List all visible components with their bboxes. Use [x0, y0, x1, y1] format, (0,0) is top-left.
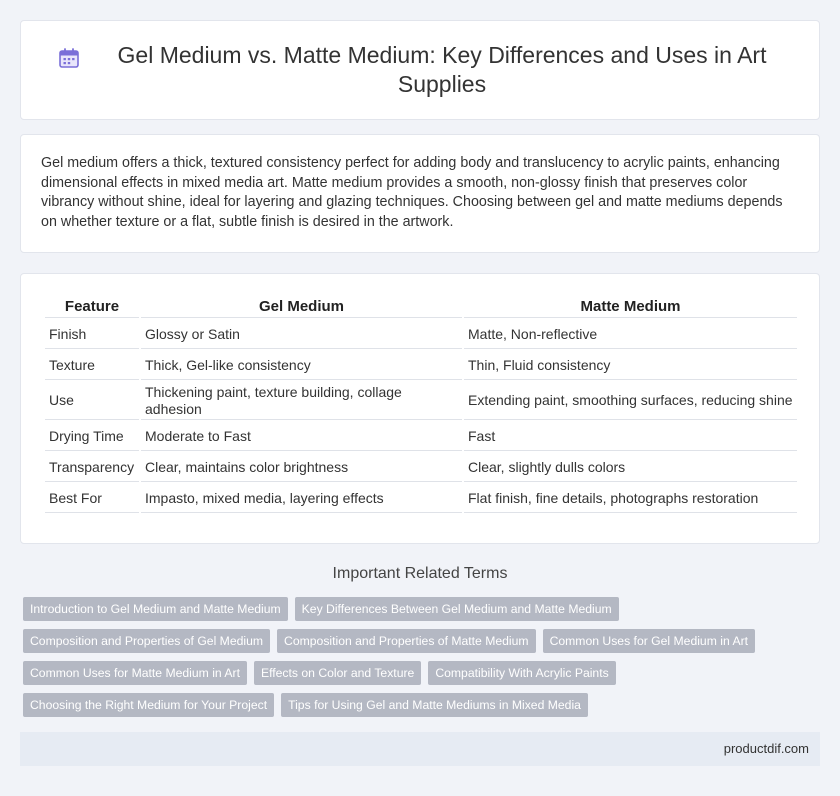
table-row	[45, 453, 797, 482]
table-cell: Drying Time	[45, 422, 139, 451]
table-row	[45, 422, 797, 451]
tag-row	[23, 629, 823, 653]
header-card	[20, 20, 820, 120]
related-terms-list	[23, 597, 823, 725]
table-cell: Thickening paint, texture building, collage adhesion	[141, 382, 462, 420]
table-cell: Matte, Non-reflective	[464, 320, 797, 349]
comparison-table	[43, 294, 799, 515]
related-term-link[interactable]: Key Differences Between Gel Medium and Matte Medium	[295, 597, 619, 621]
table-cell: Moderate to Fast	[141, 422, 462, 451]
footer-site[interactable]: productdif.com	[723, 741, 809, 756]
intro-card	[20, 134, 820, 253]
table-cell: Use	[45, 382, 139, 420]
related-term-link[interactable]: Compatibility With Acrylic Paints	[428, 661, 615, 685]
related-term-link[interactable]: Choosing the Right Medium for Your Project	[23, 693, 274, 717]
table-cell: Finish	[45, 320, 139, 349]
related-term-link[interactable]: Common Uses for Matte Medium in Art	[23, 661, 247, 685]
table-cell: Extending paint, smoothing surfaces, reducing shine	[464, 382, 797, 420]
table-cell: Thin, Fluid consistency	[464, 351, 797, 380]
table-row	[45, 320, 797, 349]
table-row	[45, 351, 797, 380]
column-header: Matte Medium	[464, 296, 797, 318]
column-header: Feature	[45, 296, 139, 318]
related-term-link[interactable]: Introduction to Gel Medium and Matte Medium	[23, 597, 288, 621]
related-term-link[interactable]: Effects on Color and Texture	[254, 661, 421, 685]
page-title: Gel Medium vs. Matte Medium: Key Differences and Uses in Art Supplies	[117, 42, 767, 97]
related-term-link[interactable]: Composition and Properties of Matte Medium	[277, 629, 536, 653]
table-cell: Glossy or Satin	[141, 320, 462, 349]
table-cell: Thick, Gel-like consistency	[141, 351, 462, 380]
tag-row	[23, 693, 823, 717]
table-cell: Clear, maintains color brightness	[141, 453, 462, 482]
table-cell: Impasto, mixed media, layering effects	[141, 484, 462, 513]
related-terms-title: Important Related Terms	[332, 565, 508, 582]
footer	[20, 732, 820, 766]
table-cell: Fast	[464, 422, 797, 451]
title-wrap	[18, 41, 822, 99]
related-term-link[interactable]: Common Uses for Gel Medium in Art	[543, 629, 755, 653]
table-row	[45, 484, 797, 513]
column-header: Gel Medium	[141, 296, 462, 318]
related-term-link[interactable]: Composition and Properties of Gel Medium	[23, 629, 270, 653]
comparison-table-card	[20, 273, 820, 544]
tag-row	[23, 597, 823, 621]
table-header-row	[45, 296, 797, 318]
table-cell: Transparency	[45, 453, 139, 482]
table-cell: Texture	[45, 351, 139, 380]
table-cell: Best For	[45, 484, 139, 513]
table-cell: Clear, slightly dulls colors	[464, 453, 797, 482]
table-cell: Flat finish, fine details, photographs restoration	[464, 484, 797, 513]
related-term-link[interactable]: Tips for Using Gel and Matte Mediums in Mixed Media	[281, 693, 588, 717]
intro-text: Gel medium offers a thick, textured consistency perfect for adding body and translucency to acrylic paints, enhancing dimensional effects in mixed media art. Matte medium provides a smooth, non-glossy finish that preserves color vibrancy without shine, ideal for layering and glazing techniques. Choosing between gel and matte mediums depends on whether texture or a flat, subtle finish is desired in the artwork.	[41, 155, 783, 230]
calendar-icon	[58, 47, 80, 69]
table-row	[45, 382, 797, 420]
tag-row	[23, 661, 823, 685]
